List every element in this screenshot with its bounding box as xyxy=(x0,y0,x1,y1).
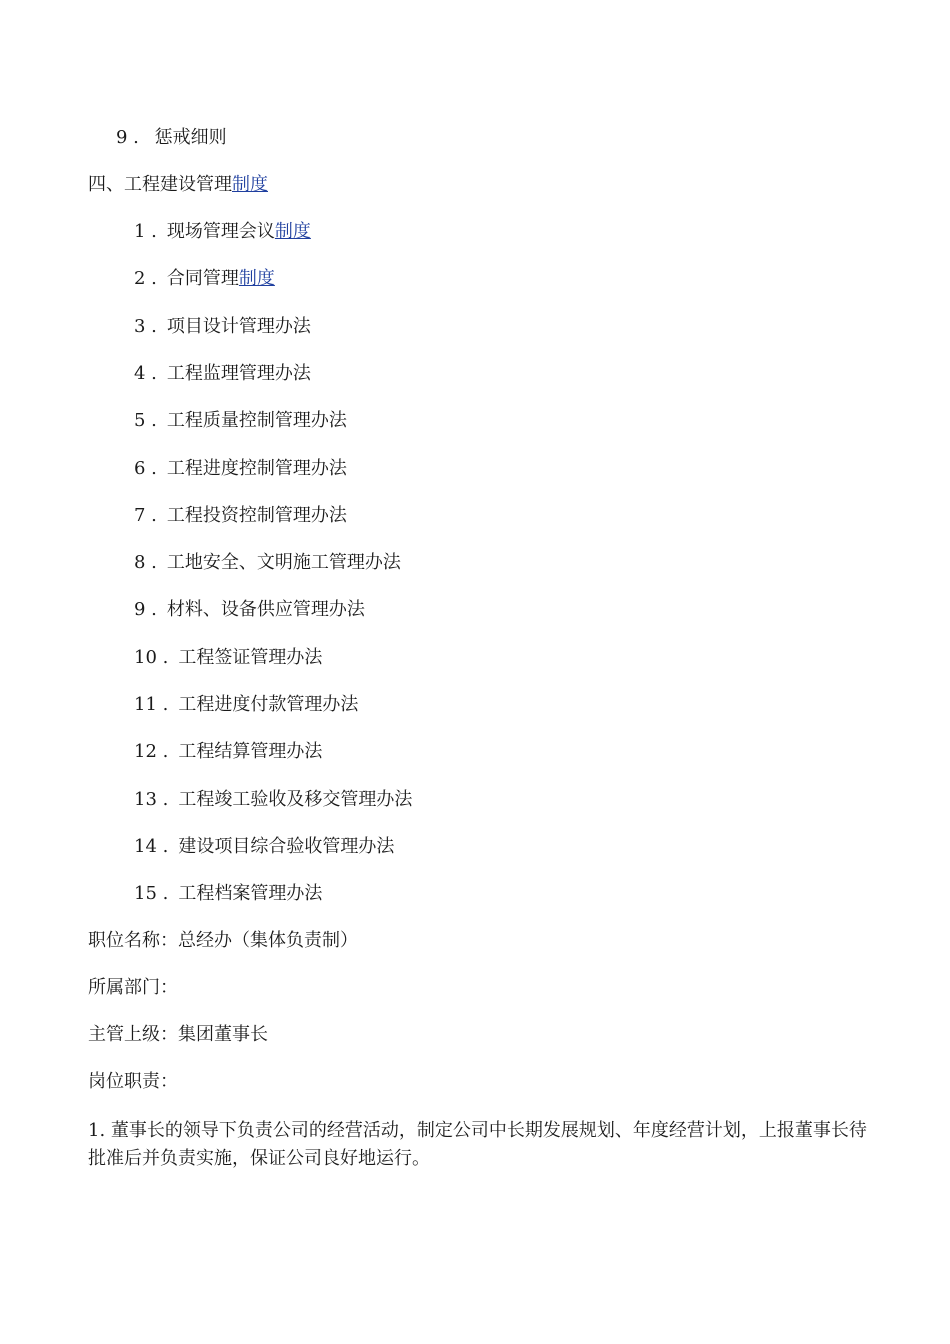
item-text: 工程签证管理办法 xyxy=(178,646,323,668)
list-item xyxy=(134,882,322,906)
item-text: 材料、设备供应管理办法 xyxy=(166,599,365,621)
item-text: 工程质量控制管理办法 xyxy=(166,410,347,432)
list-item xyxy=(134,551,401,575)
list-item xyxy=(134,267,275,291)
section-heading-text: 四、工程建设管理 xyxy=(88,174,232,195)
list-item xyxy=(134,504,347,528)
list-item xyxy=(134,693,358,717)
item-text: 工程竣工验收及移交管理办法 xyxy=(178,788,413,810)
item-text: 建设项目综合验收管理办法 xyxy=(178,835,395,857)
item-number: 14 . xyxy=(134,835,169,857)
duty-paragraph: 1. 董事长的领导下负责公司的经营活动，制定公司中长期发展规划、年度经营计划，上报董事长待批准后并负责实施，保证公司良好地运行。 xyxy=(88,1120,867,1169)
list-item xyxy=(134,598,365,622)
item-number: 11 . xyxy=(134,694,169,715)
item-number: 13 . xyxy=(134,788,169,810)
list-item xyxy=(134,362,311,386)
section-heading xyxy=(88,173,268,197)
item-number: 8 . xyxy=(134,552,157,574)
item-number: 5 . xyxy=(134,410,157,432)
duties-label: 岗位职责： xyxy=(88,1071,178,1092)
item-number: 15 . xyxy=(134,883,169,905)
item-text: 工地安全、文明施工管理办法 xyxy=(166,552,401,574)
item-number: 9 . xyxy=(134,599,157,621)
item-number: 9 . xyxy=(116,127,139,148)
item-number: 1 . xyxy=(134,221,157,242)
item-number: 12 . xyxy=(134,741,169,763)
list-item xyxy=(134,409,347,433)
position-field: 职位名称：总经办（集体负责制） xyxy=(88,930,358,951)
list-item xyxy=(116,126,227,150)
item-number: 2 . xyxy=(134,268,157,290)
item-text: 工程投资控制管理办法 xyxy=(166,504,347,526)
list-item xyxy=(134,646,322,670)
department-field: 所属部门： xyxy=(88,977,178,998)
item-link[interactable]: 制度 xyxy=(274,221,311,242)
item-text: 合同管理 xyxy=(166,268,239,290)
item-text: 工程档案管理办法 xyxy=(178,883,323,905)
item-number: 7 . xyxy=(134,504,157,526)
list-item xyxy=(134,788,412,812)
list-item xyxy=(134,220,311,244)
section-heading-link[interactable]: 制度 xyxy=(232,174,268,195)
item-number: 4 . xyxy=(134,362,157,384)
item-text: 工程进度控制管理办法 xyxy=(166,457,347,479)
item-text: 项目设计管理办法 xyxy=(166,315,311,337)
item-text: 工程进度付款管理办法 xyxy=(178,694,359,715)
list-item xyxy=(134,740,322,764)
item-link[interactable]: 制度 xyxy=(238,268,275,290)
item-number: 10 . xyxy=(134,646,169,668)
item-text: 工程监理管理办法 xyxy=(166,362,311,384)
item-number: 3 . xyxy=(134,315,157,337)
list-item xyxy=(134,835,394,859)
item-text: 工程结算管理办法 xyxy=(178,741,323,763)
list-item xyxy=(134,457,347,481)
item-text: 惩戒细则 xyxy=(154,127,227,148)
list-item xyxy=(134,315,311,339)
item-text: 现场管理会议 xyxy=(166,221,275,242)
supervisor-field: 主管上级：集团董事长 xyxy=(88,1024,268,1045)
item-number: 6 . xyxy=(134,457,157,479)
